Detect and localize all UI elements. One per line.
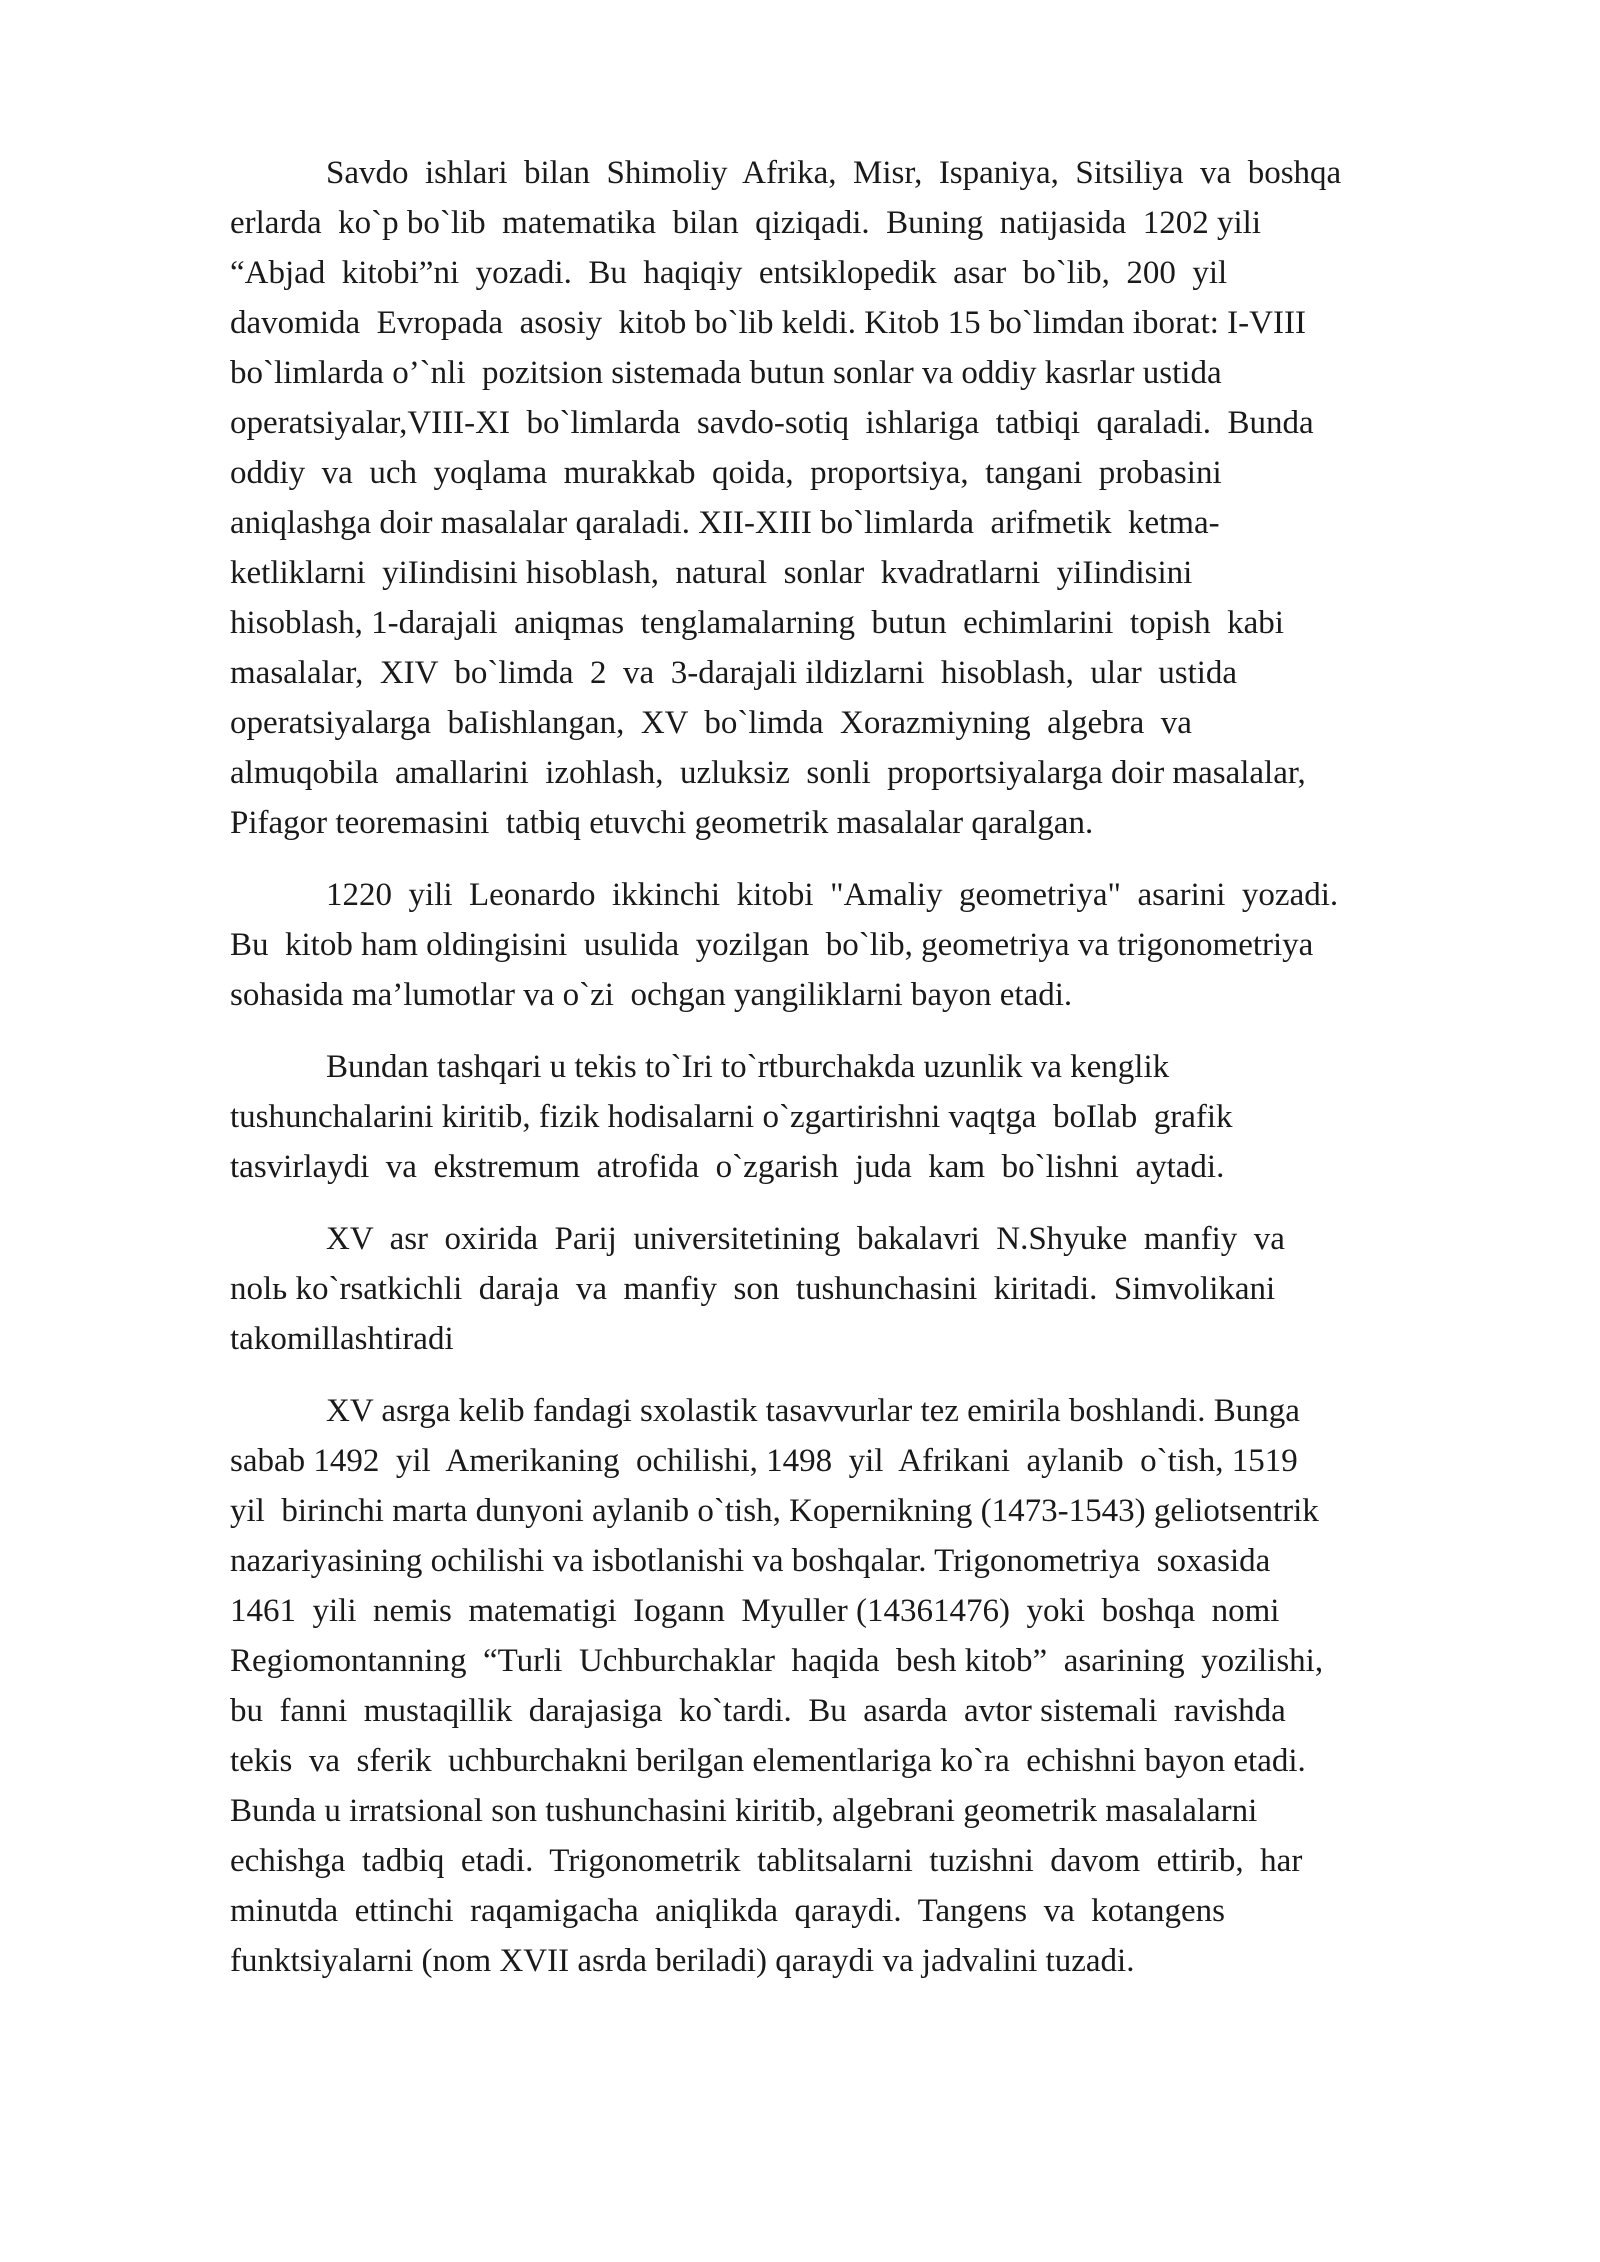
text-line: Savdo ishlari bilan Shimoliy Afrika, Misr, Ispaniya, Sitsiliya va boshqa — [326, 155, 1342, 191]
text-line: nazariyasining ochilishi va isbotlanishi va boshqalar. Trigonometriya soxasida — [230, 1543, 1271, 1579]
text-line: tasvirlaydi va ekstremum atrofida o`zgarish juda kam bo`lishni aytadi. — [230, 1149, 1225, 1185]
text-line: yil birinchi marta dunyoni aylanib o`tish, Kopernikning (1473-1543) geliotsentrik — [230, 1493, 1319, 1529]
text-line: erlarda ko`p bo`lib matematika bilan qiziqadi. Buning natijasida 1202 yili — [230, 205, 1262, 241]
document-body — [230, 148, 1490, 2008]
text-line: sabab 1492 yil Amerikaning ochilishi, 1498 yil Afrikani aylanib o`tish, 1519 — [230, 1443, 1298, 1479]
text-line: sohasida ma’lumotlar va o`zi ochgan yangiliklarni bayon etadi. — [230, 977, 1073, 1013]
text-line: 1461 yili nemis matematigi Iogann Myuller (14361476) yoki boshqa nomi — [230, 1593, 1280, 1629]
text-line: almuqobila amallarini izohlash, uzluksiz sonli proportsiyalarga doir masalalar, — [230, 755, 1306, 791]
paragraph-1 — [230, 148, 1490, 848]
text-line: Pifagor teoremasini tatbiq etuvchi geometrik masalalar qaralgan. — [230, 805, 1094, 841]
text-line: Bu kitob ham oldingisini usulida yozilgan bo`lib, geometriya va trigonometriya — [230, 927, 1314, 963]
text-line: nolь ko`rsatkichli daraja va manfiy son tushunchasini kiritadi. Simvolikani — [230, 1271, 1276, 1307]
text-line: oddiy va uch yoqlama murakkab qoida, proportsiya, tangani probasini — [230, 455, 1222, 491]
text-line: davomida Evropada asosiy kitob bo`lib keldi. Kitob 15 bo`limdan iborat: I-VIII — [230, 305, 1306, 341]
text-line: hisoblash, 1-darajali aniqmas tenglamalarning butun echimlarini topish kabi — [230, 605, 1284, 641]
text-line: XV asrga kelib fandagi sxolastik tasavvurlar tez emirila boshlandi. Bunga — [326, 1393, 1300, 1429]
text-line: Bunda u irratsional son tushunchasini kiritib, algebrani geometrik masalalarni — [230, 1793, 1258, 1829]
text-line: 1220 yili Leonardo ikkinchi kitobi "Amaliy geometriya" asarini yozadi. — [326, 877, 1339, 913]
text-line: “Abjad kitobi”ni yozadi. Bu haqiqiy entsiklopedik asar bo`lib, 200 yil — [230, 255, 1228, 291]
text-line: takomillashtiradi — [230, 1321, 454, 1357]
paragraph-2 — [230, 870, 1490, 1020]
text-line: funktsiyalarni (nom XVII asrda beriladi) qaraydi va jadvalini tuzadi. — [230, 1943, 1135, 1979]
paragraph-4 — [230, 1214, 1490, 1364]
text-line: echishga tadbiq etadi. Trigonometrik tablitsalarni tuzishni davom ettirib, har — [230, 1843, 1303, 1879]
text-line: bu fanni mustaqillik darajasiga ko`tardi. Bu asarda avtor sistemali ravishda — [230, 1693, 1286, 1729]
text-line: XV asr oxirida Parij universitetining bakalavri N.Shyuke manfiy va — [326, 1221, 1285, 1257]
text-line: aniqlashga doir masalalar qaraladi. XII-XIII bo`limlarda arifmetik ketma- — [230, 505, 1220, 541]
text-line: tushunchalarini kiritib, fizik hodisalarni o`zgartirishni vaqtga boIlab grafik — [230, 1099, 1233, 1135]
text-line: Bundan tashqari u tekis to`Iri to`rtburchakda uzunlik va kenglik — [326, 1049, 1170, 1085]
text-line: bo`limlarda o’`nli pozitsion sistemada butun sonlar va oddiy kasrlar ustida — [230, 355, 1222, 391]
text-line: ketliklarni yiIindisini hisoblash, natural sonlar kvadratlarni yiIindisini — [230, 555, 1193, 591]
text-line: tekis va sferik uchburchakni berilgan elementlariga ko`ra echishni bayon etadi. — [230, 1743, 1306, 1779]
text-line: minutda ettinchi raqamigacha aniqlikda qaraydi. Tangens va kotangens — [230, 1893, 1226, 1929]
paragraph-5 — [230, 1386, 1490, 1986]
text-line: Regiomontanning “Turli Uchburchaklar haqida besh kitob” asarining yozilishi, — [230, 1643, 1324, 1679]
text-line: operatsiyalar,VIII-XI bo`limlarda savdo-sotiq ishlariga tatbiqi qaraladi. Bunda — [230, 405, 1314, 441]
text-line: masalalar, XIV bo`limda 2 va 3-darajali ildizlarni hisoblash, ular ustida — [230, 655, 1238, 691]
paragraph-3 — [230, 1042, 1490, 1192]
text-line: operatsiyalarga baIishlangan, XV bo`limda Xorazmiyning algebra va — [230, 705, 1192, 741]
